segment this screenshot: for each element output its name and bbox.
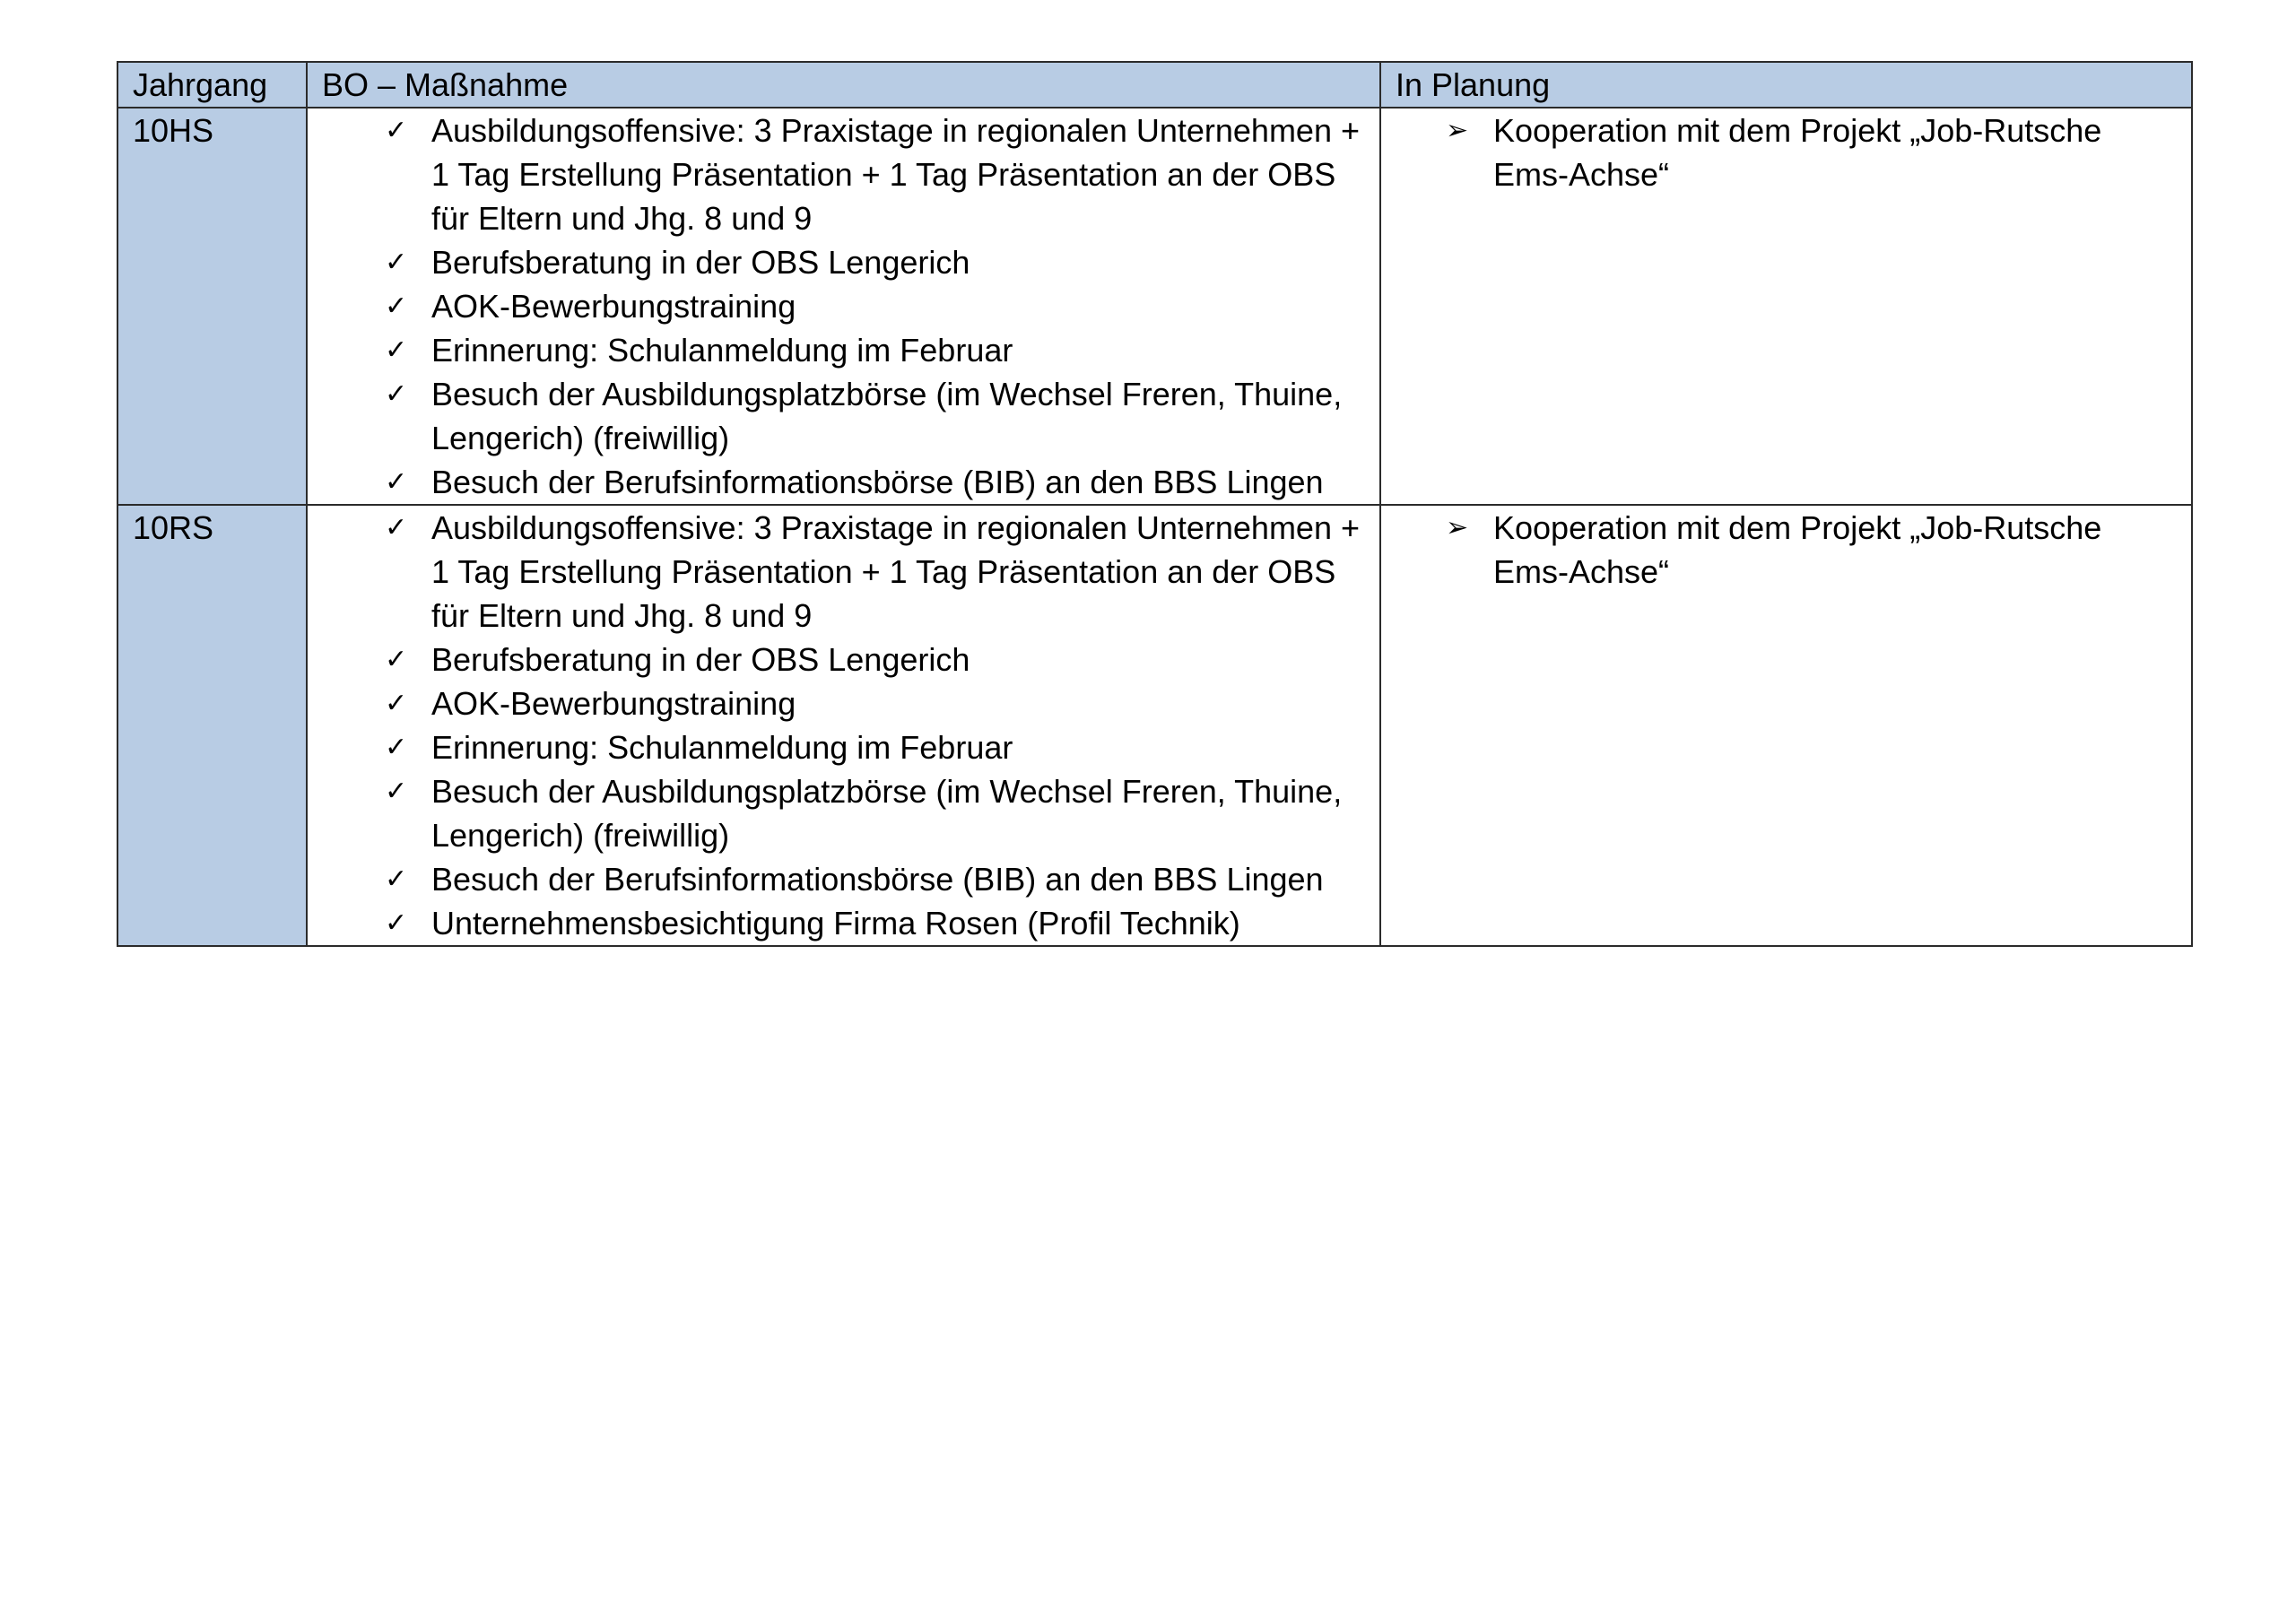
table-row: [117, 108, 2192, 505]
checkmark-icon: ✓: [385, 378, 408, 410]
measure-text: Berufsberatung in der OBS Lengerich: [431, 641, 970, 678]
career-orientation-table: [117, 61, 2193, 947]
measure-text: Erinnerung: Schulanmeldung im Februar: [431, 729, 1013, 766]
measure-text: Besuch der Berufsinformationsbörse (BIB) an den BBS Lingen: [431, 464, 1324, 500]
measure-text: Berufsberatung in der OBS Lengerich: [431, 244, 970, 281]
planning-list: [1396, 506, 2191, 594]
measure-list: [322, 506, 1379, 945]
arrowhead-icon: ➢: [1446, 512, 1469, 543]
planning-list: [1396, 108, 2191, 196]
list-item: [322, 506, 1379, 638]
measure-list: [322, 108, 1379, 504]
list-item: [322, 108, 1379, 240]
measure-text: Besuch der Ausbildungsplatzbörse (im Wechsel Freren, Thuine, Lengerich) (freiwillig): [431, 376, 1343, 456]
year-cell: 10HS: [117, 108, 307, 505]
checkmark-icon: ✓: [385, 247, 408, 278]
checkmark-icon: ✓: [385, 776, 408, 807]
checkmark-icon: ✓: [385, 732, 408, 763]
measures-cell: [307, 108, 1380, 505]
table-body: [117, 108, 2192, 946]
year-cell: 10RS: [117, 505, 307, 946]
checkmark-icon: ✓: [385, 644, 408, 675]
list-item: [322, 901, 1379, 945]
list-item: [1396, 108, 2191, 196]
planning-cell: [1380, 108, 2192, 505]
measure-text: Besuch der Ausbildungsplatzbörse (im Wechsel Freren, Thuine, Lengerich) (freiwillig): [431, 773, 1343, 854]
measures-cell: [307, 505, 1380, 946]
checkmark-icon: ✓: [385, 688, 408, 719]
planning-text: Kooperation mit dem Projekt „Job-Rutsche Ems-Achse“: [1493, 112, 2102, 193]
checkmark-icon: ✓: [385, 907, 408, 939]
list-item: [322, 725, 1379, 769]
measure-text: Erinnerung: Schulanmeldung im Februar: [431, 332, 1013, 369]
list-item: [322, 284, 1379, 328]
measure-text: Ausbildungsoffensive: 3 Praxistage in regionalen Unternehmen + 1 Tag Erstellung Präsentation + 1 Tag Präsentation an der OBS für Eltern und Jhg. 8 und 9: [431, 112, 1360, 237]
planning-text: Kooperation mit dem Projekt „Job-Rutsche Ems-Achse“: [1493, 509, 2102, 590]
header-measures: BO – Maßnahme: [307, 62, 1380, 108]
list-item: [322, 638, 1379, 681]
header-year: Jahrgang: [117, 62, 307, 108]
table-header-row: [117, 62, 2192, 108]
list-item: [322, 857, 1379, 901]
table-row: [117, 505, 2192, 946]
checkmark-icon: ✓: [385, 466, 408, 498]
measure-text: AOK-Bewerbungstraining: [431, 288, 796, 325]
measure-text: Ausbildungsoffensive: 3 Praxistage in regionalen Unternehmen + 1 Tag Erstellung Präsentation + 1 Tag Präsentation an der OBS für Eltern und Jhg. 8 und 9: [431, 509, 1360, 634]
list-item: [322, 681, 1379, 725]
measure-text: Unternehmensbesichtigung Firma Rosen (Profil Technik): [431, 905, 1240, 942]
measure-text: AOK-Bewerbungstraining: [431, 685, 796, 722]
list-item: [322, 328, 1379, 372]
arrowhead-icon: ➢: [1446, 115, 1469, 146]
list-item: [322, 460, 1379, 504]
checkmark-icon: ✓: [385, 512, 408, 543]
checkmark-icon: ✓: [385, 334, 408, 366]
header-planning: In Planung: [1380, 62, 2192, 108]
measure-text: Besuch der Berufsinformationsbörse (BIB) an den BBS Lingen: [431, 861, 1324, 898]
planning-cell: [1380, 505, 2192, 946]
list-item: [1396, 506, 2191, 594]
checkmark-icon: ✓: [385, 291, 408, 322]
list-item: [322, 240, 1379, 284]
checkmark-icon: ✓: [385, 115, 408, 146]
list-item: [322, 372, 1379, 460]
list-item: [322, 769, 1379, 857]
checkmark-icon: ✓: [385, 864, 408, 895]
